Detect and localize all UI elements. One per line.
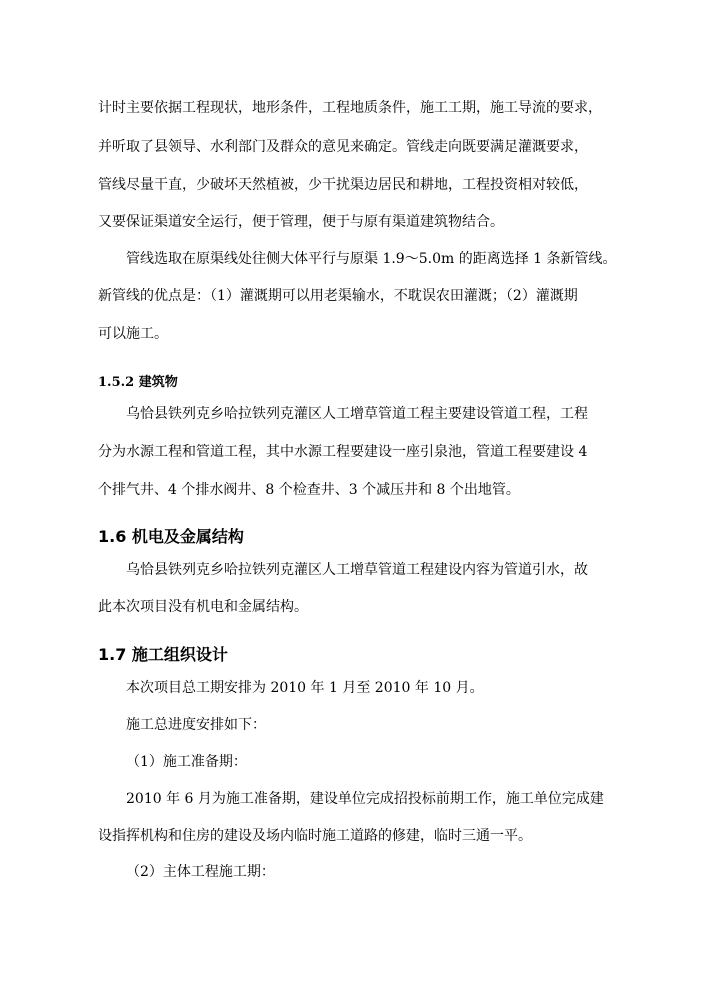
text-line: 新管线的优点是：（1）灌溉期可以用老渠输水，不耽误农田灌溉；（2）灌溉期 xyxy=(98,288,578,304)
text-line: 乌恰县铁列克乡哈拉铁列克灌区人工增草管道工程建设内容为管道引水，故 xyxy=(126,562,588,578)
section-heading-1-6: 1.6 机电及金属结构 xyxy=(98,527,244,546)
text-line: 此本次项目没有机电和金属结构。 xyxy=(98,599,308,615)
text-line: 管线选取在原渠线处往侧大体平行与原渠 1.9～5.0m 的距离选择 1 条新管线。 xyxy=(126,251,617,267)
text-line: 又要保证渠道安全运行，便于管理，便于与原有渠道建筑物结合。 xyxy=(98,214,504,230)
section-heading-1-7: 1.7 施工组织设计 xyxy=(98,645,228,664)
text-line: 可以施工。 xyxy=(98,326,168,342)
text-line: 分为水源工程和管道工程，其中水源工程要建设一座引泉池，管道工程要建设 4 xyxy=(98,444,588,460)
text-line: 施工总进度安排如下： xyxy=(126,717,266,733)
section-heading-1-5-2: 1.5.2 建筑物 xyxy=(98,375,178,390)
text-line: 本次项目总工期安排为 2010 年 1 月至 2010 年 10 月。 xyxy=(126,680,484,696)
text-line: 并听取了县领导、水利部门及群众的意见来确定。管线走向既要满足灌溉要求， xyxy=(98,139,588,155)
list-item: （1）施工准备期： xyxy=(126,754,247,770)
text-line: 乌恰县铁列克乡哈拉铁列克灌区人工增草管道工程主要建设管道工程，工程 xyxy=(126,406,588,422)
text-line: 管线尽量干直，少破坏天然植被，少干扰渠边居民和耕地，工程投资相对较低， xyxy=(98,177,588,193)
list-item: （2）主体工程施工期： xyxy=(126,864,275,880)
text-line: 个排气井、4 个排水阀井、8 个检查井、3 个减压井和 8 个出地管。 xyxy=(98,482,520,498)
text-line: 设指挥机构和住房的建设及场内临时施工道路的修建，临时三通一平。 xyxy=(98,828,532,844)
text-line: 计时主要依据工程现状，地形条件，工程地质条件，施工工期，施工导流的要求， xyxy=(98,100,602,116)
text-line: 2010 年 6 月为施工准备期，建设单位完成招投标前期工作，施工单位完成建 xyxy=(126,791,604,807)
